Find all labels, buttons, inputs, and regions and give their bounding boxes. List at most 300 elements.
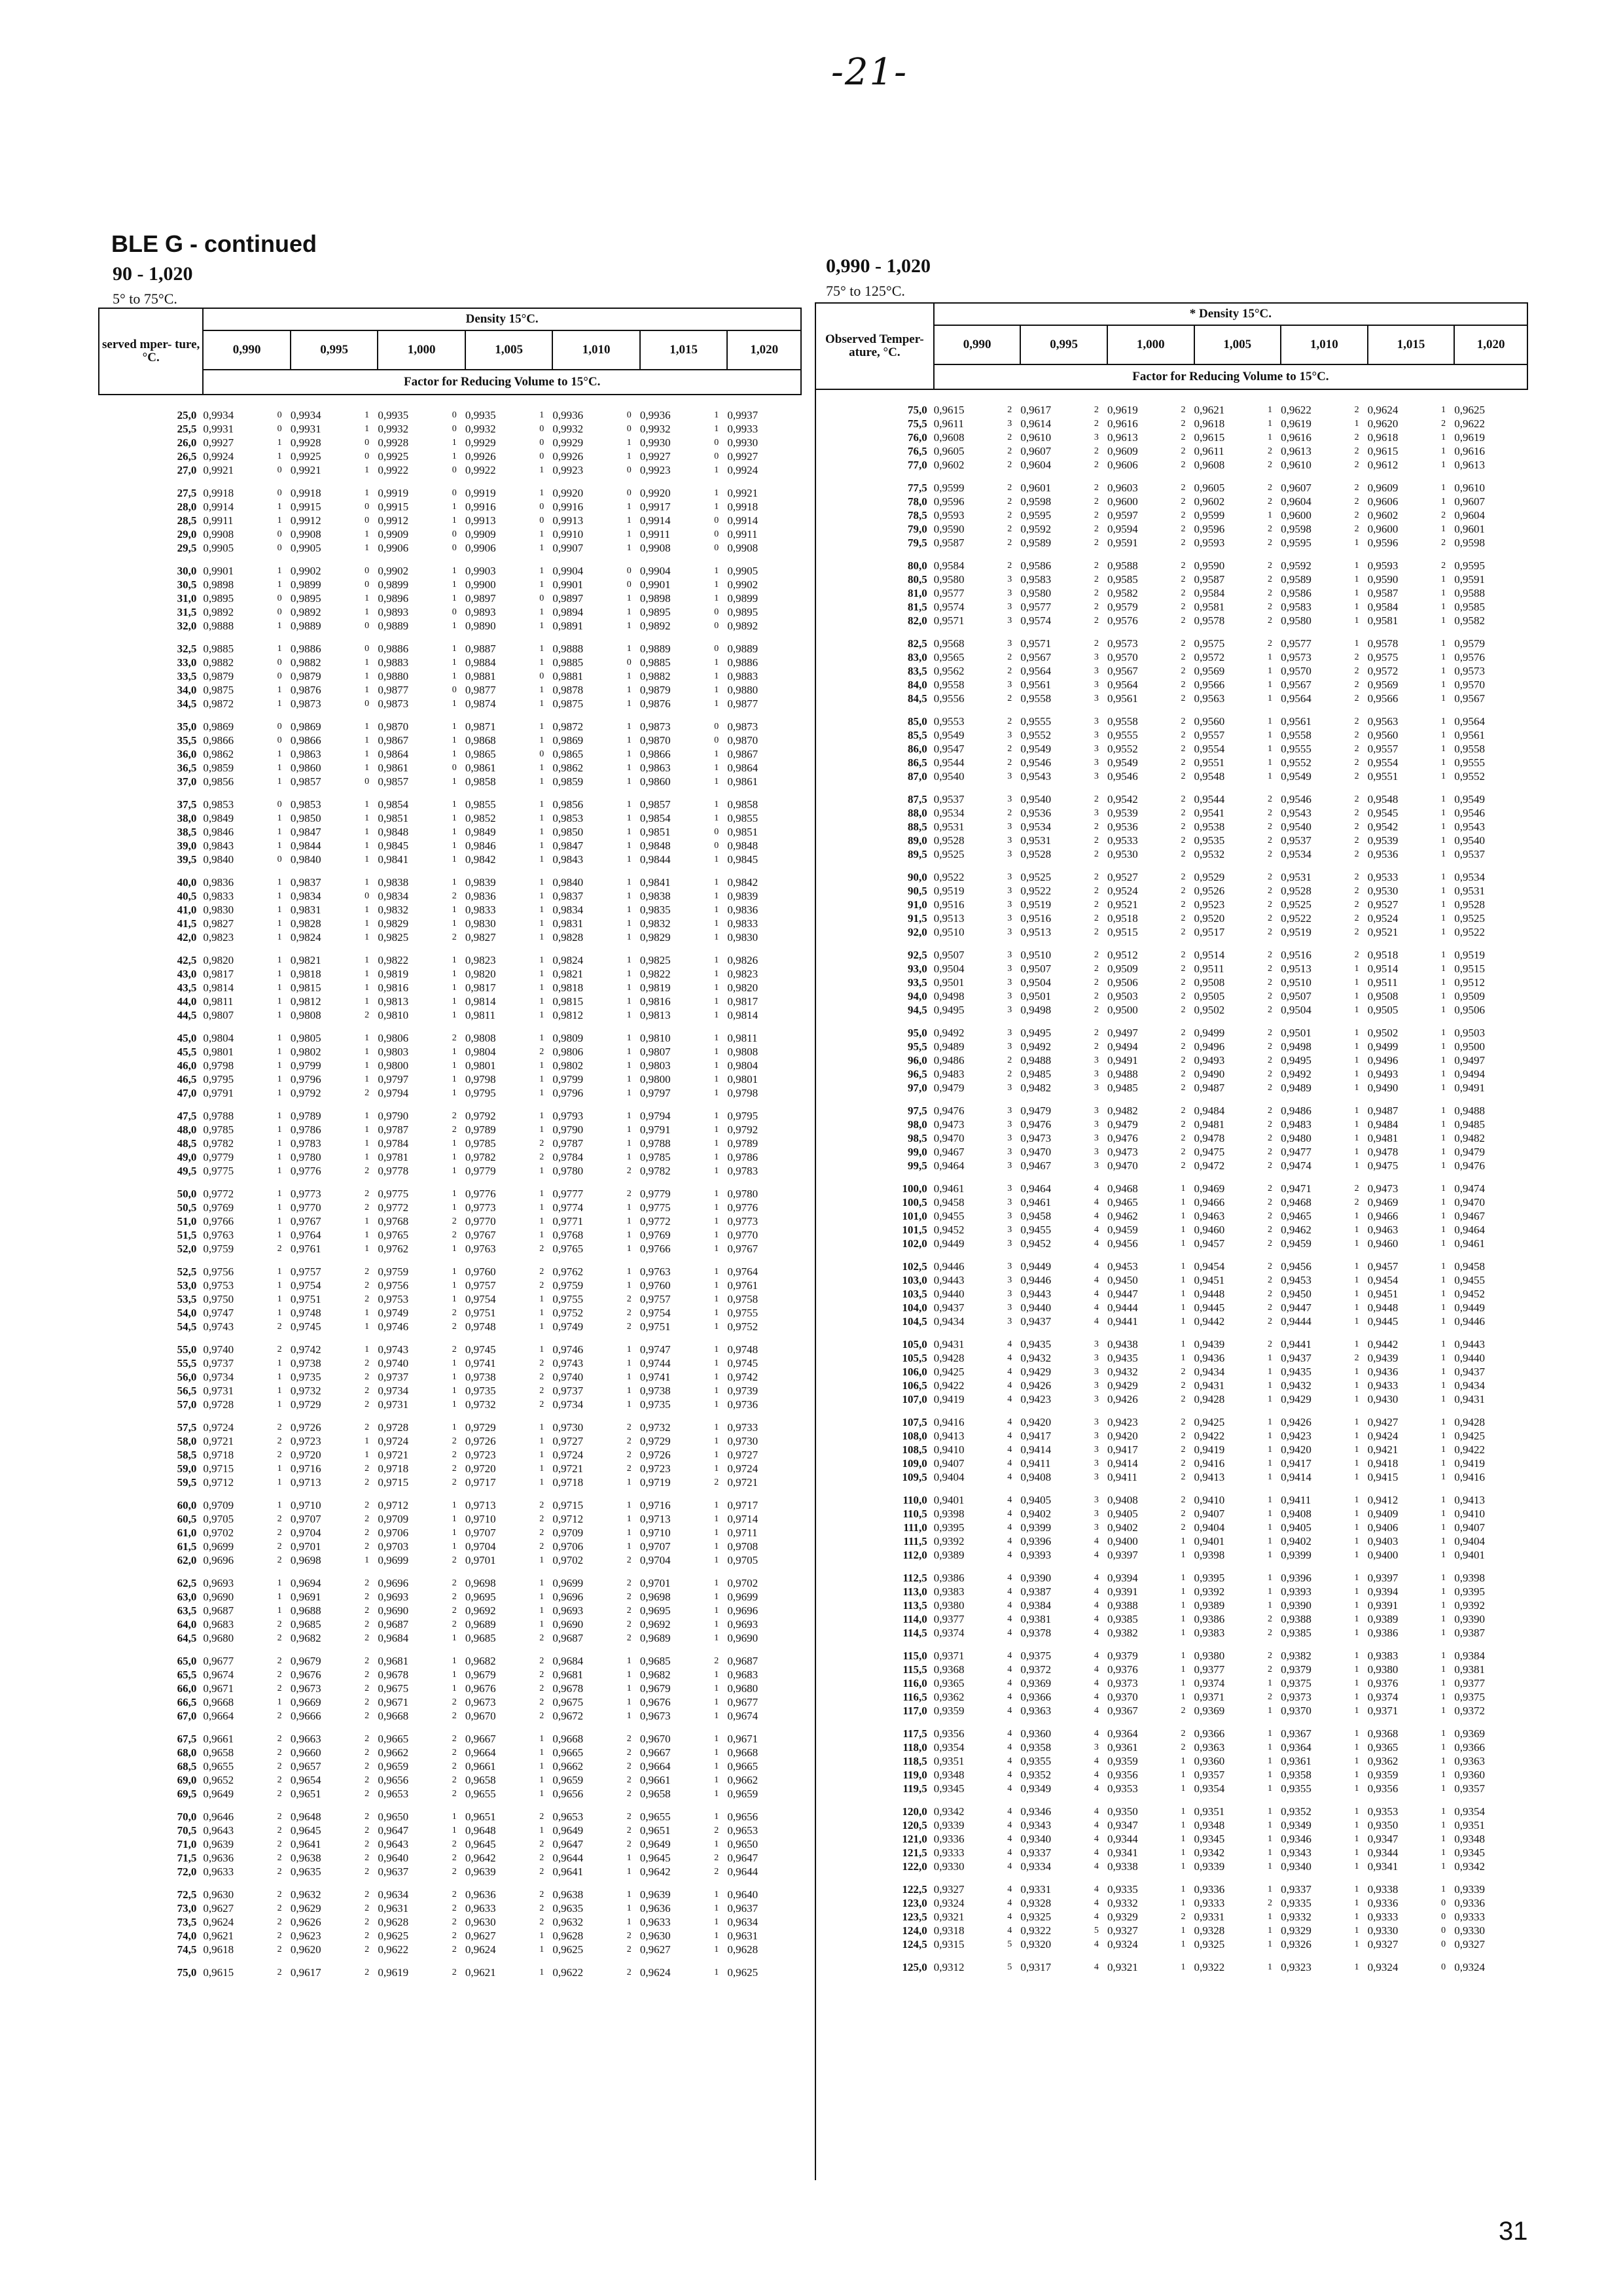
difference-cell: 2 — [1268, 1692, 1273, 1702]
difference-cell: 2 — [1094, 1005, 1099, 1015]
difference-cell: 1 — [1354, 1614, 1359, 1624]
factor-cell: 0,9740 — [378, 1357, 409, 1369]
factor-cell: 0,9412 — [1367, 1494, 1399, 1506]
factor-cell: 0,9857 — [290, 775, 321, 788]
factor-cell: 0,9592 — [1020, 523, 1052, 535]
factor-cell: 0,9693 — [203, 1577, 234, 1589]
difference-cell: 2 — [1354, 524, 1359, 534]
factor-cell: 0,9873 — [290, 698, 321, 710]
factor-cell: 0,9359 — [1107, 1755, 1138, 1767]
factor-cell: 0,9527 — [1367, 898, 1399, 911]
factor-cell: 0,9625 — [727, 1966, 758, 1979]
difference-cell: 1 — [452, 1074, 457, 1084]
factor-cell: 0,9452 — [933, 1224, 965, 1236]
factor-cell: 0,9564 — [1107, 679, 1138, 691]
difference-cell: 1 — [714, 969, 719, 979]
factor-cell: 0,9682 — [639, 1669, 671, 1681]
temperature-cell: 105,5 — [902, 1352, 927, 1364]
factor-cell: 0,9484 — [1194, 1104, 1225, 1117]
difference-cell: 1 — [714, 1542, 719, 1551]
difference-cell: 0 — [277, 800, 282, 809]
difference-cell: 1 — [539, 1203, 544, 1212]
difference-cell: 1 — [626, 735, 632, 745]
factor-cell: 0,9640 — [727, 1888, 758, 1901]
difference-cell: 1 — [452, 1203, 457, 1212]
difference-cell: 1 — [365, 1033, 370, 1043]
difference-cell: 2 — [277, 1619, 282, 1629]
difference-cell: 1 — [277, 1386, 282, 1396]
table-row — [99, 1576, 801, 1590]
factor-cell: 0,9833 — [465, 904, 496, 916]
factor-cell: 0,9554 — [1367, 756, 1399, 769]
factor-cell: 0,9689 — [639, 1632, 671, 1644]
factor-cell: 0,9752 — [727, 1320, 758, 1333]
temperature-cell: 44,0 — [177, 995, 197, 1008]
difference-cell: 1 — [1268, 744, 1273, 754]
difference-cell: 1 — [1268, 1848, 1273, 1858]
factor-cell: 0,9839 — [465, 876, 496, 889]
factor-cell: 0,9643 — [378, 1838, 409, 1850]
difference-cell: 1 — [539, 1216, 544, 1226]
difference-cell: 4 — [1007, 1820, 1012, 1830]
factor-cell: 0,9367 — [1281, 1727, 1311, 1740]
difference-cell: 1 — [1441, 1807, 1446, 1816]
table-row — [99, 527, 801, 541]
table-row — [815, 1493, 1527, 1507]
factor-cell: 0,9879 — [290, 670, 321, 682]
factor-cell: 0,9408 — [1281, 1508, 1311, 1520]
difference-cell: 1 — [1354, 1523, 1359, 1532]
factor-cell: 0,9320 — [1020, 1938, 1052, 1951]
factor-cell: 0,9345 — [1454, 1846, 1485, 1859]
factor-cell: 0,9478 — [1194, 1132, 1225, 1144]
factor-cell: 0,9437 — [1281, 1352, 1311, 1364]
difference-cell: 1 — [626, 1216, 632, 1226]
difference-cell: 1 — [365, 1230, 370, 1240]
difference-cell: 1 — [714, 1322, 719, 1332]
table-row — [815, 820, 1527, 834]
factor-cell: 0,9327 — [1454, 1938, 1485, 1951]
factor-cell: 0,9782 — [203, 1137, 234, 1150]
difference-cell: 1 — [452, 451, 457, 461]
difference-cell: 1 — [539, 1734, 544, 1744]
factor-cell: 0,9347 — [1367, 1833, 1399, 1845]
difference-cell: 1 — [714, 1903, 719, 1913]
difference-cell: 1 — [1354, 1211, 1359, 1221]
factor-cell: 0,9923 — [552, 464, 584, 476]
difference-cell: 3 — [1094, 1055, 1099, 1065]
difference-cell: 4 — [1007, 1784, 1012, 1793]
difference-cell: 0 — [452, 607, 457, 617]
difference-cell: 4 — [1094, 1784, 1099, 1793]
difference-cell: 1 — [1268, 1678, 1273, 1688]
factor-cell: 0,9867 — [378, 734, 409, 747]
temperature-cell: 123,5 — [902, 1911, 927, 1923]
factor-cell: 0,9462 — [1107, 1210, 1138, 1222]
factor-cell: 0,9537 — [933, 793, 965, 805]
factor-cell: 0,9579 — [1107, 601, 1138, 613]
difference-cell: 2 — [1181, 1472, 1186, 1482]
factor-cell: 0,9599 — [1194, 509, 1225, 521]
factor-cell: 0,9846 — [203, 826, 234, 838]
difference-cell: 1 — [1181, 1665, 1186, 1674]
factor-cell: 0,9798 — [727, 1087, 758, 1099]
table-row — [815, 806, 1527, 820]
difference-cell: 1 — [539, 1477, 544, 1487]
factor-cell: 0,9456 — [1107, 1237, 1138, 1250]
difference-cell: 4 — [1094, 1678, 1099, 1688]
difference-cell: 1 — [1441, 680, 1446, 690]
factor-cell: 0,9729 — [465, 1421, 496, 1434]
difference-cell: 2 — [1354, 666, 1359, 676]
factor-cell: 0,9770 — [290, 1201, 321, 1214]
factor-cell: 0,9473 — [1367, 1182, 1399, 1195]
difference-cell: 1 — [539, 1033, 544, 1043]
difference-cell: 2 — [365, 1294, 370, 1304]
difference-cell: 1 — [365, 1074, 370, 1084]
factor-cell: 0,9702 — [203, 1527, 234, 1539]
difference-cell: 0 — [365, 699, 370, 709]
difference-cell: 1 — [1268, 1912, 1273, 1922]
difference-cell: 1 — [714, 955, 719, 965]
difference-cell: 0 — [1441, 1939, 1446, 1949]
factor-cell: 0,9363 — [1194, 1741, 1225, 1754]
factor-cell: 0,9687 — [378, 1618, 409, 1631]
factor-cell: 0,9487 — [1367, 1104, 1399, 1117]
difference-cell: 1 — [1441, 1665, 1446, 1674]
table-row — [99, 1668, 801, 1682]
difference-cell: 1 — [1441, 1367, 1446, 1377]
difference-cell: 2 — [626, 1945, 632, 1954]
factor-cell: 0,9392 — [933, 1535, 965, 1547]
difference-cell: 2 — [365, 1839, 370, 1849]
difference-cell: 1 — [365, 997, 370, 1006]
factor-cell: 0,9812 — [552, 1009, 584, 1021]
difference-cell: 1 — [626, 1867, 632, 1877]
factor-cell: 0,9443 — [1454, 1338, 1485, 1351]
factor-cell: 0,9465 — [1107, 1196, 1138, 1209]
difference-cell: 2 — [452, 1606, 457, 1616]
table-row — [815, 1195, 1527, 1209]
difference-cell: 3 — [1094, 1742, 1099, 1752]
difference-cell: 1 — [365, 465, 370, 475]
difference-cell: 2 — [1094, 849, 1099, 859]
factor-cell: 0,9545 — [1367, 807, 1399, 819]
difference-cell: 4 — [1094, 1239, 1099, 1248]
temperature-cell: 39,0 — [177, 839, 197, 852]
factor-cell: 0,9422 — [1454, 1443, 1485, 1456]
temperature-cell: 29,5 — [177, 542, 197, 554]
difference-cell: 4 — [1007, 1573, 1012, 1583]
factor-cell: 0,9886 — [727, 656, 758, 669]
difference-cell: 2 — [277, 1244, 282, 1254]
factor-cell: 0,9334 — [1020, 1860, 1052, 1873]
factor-cell: 0,9445 — [1194, 1301, 1225, 1314]
factor-cell: 0,9498 — [1281, 1040, 1311, 1053]
difference-cell: 4 — [1094, 1600, 1099, 1610]
factor-cell: 0,9893 — [465, 606, 496, 618]
factor-cell: 0,9802 — [290, 1046, 321, 1058]
difference-cell: 1 — [1181, 1939, 1186, 1949]
factor-cell: 0,9354 — [1454, 1805, 1485, 1818]
factor-cell: 0,9647 — [727, 1852, 758, 1864]
factor-cell: 0,9815 — [552, 995, 584, 1008]
factor-cell: 0,9861 — [727, 775, 758, 788]
difference-cell: 0 — [452, 410, 457, 420]
difference-cell: 1 — [1268, 1600, 1273, 1610]
difference-cell: 1 — [626, 1917, 632, 1927]
difference-cell: 2 — [1268, 1628, 1273, 1638]
factor-cell: 0,9507 — [933, 949, 965, 961]
difference-cell: 1 — [365, 722, 370, 732]
factor-cell: 0,9818 — [552, 981, 584, 994]
factor-cell: 0,9797 — [378, 1073, 409, 1086]
difference-cell: 1 — [1441, 1083, 1446, 1093]
factor-cell: 0,9516 — [933, 898, 965, 911]
factor-cell: 0,9348 — [933, 1769, 965, 1781]
factor-cell: 0,9651 — [290, 1788, 321, 1800]
difference-cell: 1 — [1441, 913, 1446, 923]
factor-cell: 0,9930 — [639, 436, 671, 449]
difference-cell: 1 — [1268, 1926, 1273, 1935]
factor-cell: 0,9709 — [203, 1499, 234, 1511]
factor-cell: 0,9593 — [1367, 559, 1399, 572]
factor-cell: 0,9684 — [552, 1655, 584, 1667]
difference-cell: 2 — [1181, 900, 1186, 910]
factor-cell: 0,9520 — [1194, 912, 1225, 925]
factor-cell: 0,9374 — [1367, 1691, 1399, 1703]
temperature-cell: 101,0 — [902, 1210, 927, 1222]
factor-cell: 0,9635 — [290, 1865, 321, 1878]
factor-cell: 0,9883 — [727, 670, 758, 682]
temperature-cell: 71,5 — [177, 1852, 197, 1864]
difference-cell: 1 — [714, 932, 719, 942]
factor-cell: 0,9421 — [1367, 1443, 1399, 1456]
difference-cell: 2 — [1354, 433, 1359, 442]
factor-cell: 0,9381 — [1454, 1663, 1485, 1676]
table-row — [815, 834, 1527, 847]
difference-cell: 1 — [277, 813, 282, 823]
difference-cell: 2 — [1268, 639, 1273, 648]
factor-cell: 0,9519 — [933, 885, 965, 897]
temperature-cell: 66,0 — [177, 1682, 197, 1695]
temperature-cell: 82,0 — [908, 614, 927, 627]
difference-cell: 4 — [1007, 1550, 1012, 1560]
difference-cell: 2 — [452, 1345, 457, 1354]
difference-cell: 1 — [714, 1400, 719, 1409]
difference-cell: 2 — [1181, 419, 1186, 429]
difference-cell: 3 — [1094, 758, 1099, 768]
factor-cell: 0,9591 — [1107, 537, 1138, 549]
difference-cell: 1 — [626, 1853, 632, 1863]
difference-cell: 3 — [1007, 1005, 1012, 1015]
factor-cell: 0,9483 — [933, 1068, 965, 1080]
factor-cell: 0,9405 — [1020, 1494, 1052, 1506]
difference-cell: 2 — [1181, 1729, 1186, 1739]
table-title: BLE G - continued — [111, 230, 317, 257]
factor-cell: 0,9482 — [1454, 1132, 1485, 1144]
factor-cell: 0,9560 — [1367, 729, 1399, 741]
factor-cell: 0,9619 — [378, 1966, 409, 1979]
factor-cell: 0,9323 — [1281, 1961, 1311, 1973]
factor-cell: 0,9913 — [552, 514, 584, 527]
difference-cell: 1 — [1354, 419, 1359, 429]
difference-cell: 1 — [714, 658, 719, 667]
factor-cell: 0,9762 — [552, 1265, 584, 1278]
table-row — [99, 775, 801, 788]
table-row — [99, 605, 801, 619]
difference-cell: 1 — [714, 1216, 719, 1226]
factor-cell: 0,9621 — [465, 1966, 496, 1979]
difference-cell: 1 — [452, 722, 457, 732]
factor-cell: 0,9477 — [1281, 1146, 1311, 1158]
factor-cell: 0,9911 — [727, 528, 758, 540]
difference-cell: 1 — [539, 1450, 544, 1460]
difference-cell: 2 — [1268, 588, 1273, 598]
density-column-header: 1,015 — [1368, 325, 1455, 364]
factor-cell: 0,9488 — [1107, 1068, 1138, 1080]
table-row — [99, 1966, 801, 1979]
difference-cell: 2 — [1268, 460, 1273, 470]
difference-cell: 3 — [1007, 588, 1012, 598]
difference-cell: 0 — [714, 841, 719, 851]
difference-cell: 4 — [1094, 1939, 1099, 1949]
factor-cell: 0,9525 — [1281, 898, 1311, 911]
factor-cell: 0,9696 — [552, 1591, 584, 1603]
factor-cell: 0,9474 — [1454, 1182, 1485, 1195]
factor-cell: 0,9671 — [378, 1696, 409, 1708]
factor-cell: 0,9656 — [552, 1788, 584, 1800]
temperature-cell: 60,5 — [177, 1513, 197, 1525]
difference-cell: 2 — [365, 1203, 370, 1212]
factor-cell: 0,9563 — [1194, 692, 1225, 705]
factor-cell: 0,9563 — [1367, 715, 1399, 728]
factor-cell: 0,9913 — [465, 514, 496, 527]
factor-cell: 0,9898 — [203, 578, 234, 591]
difference-cell: 1 — [365, 877, 370, 887]
difference-cell: 5 — [1094, 1926, 1099, 1935]
factor-cell: 0,9358 — [1020, 1741, 1052, 1754]
difference-cell: 4 — [1007, 1665, 1012, 1674]
factor-cell: 0,9531 — [1454, 885, 1485, 897]
temperature-cell: 59,5 — [177, 1476, 197, 1489]
difference-cell: 1 — [452, 905, 457, 915]
temperature-cell: 52,0 — [177, 1243, 197, 1255]
difference-cell: 1 — [714, 1203, 719, 1212]
factor-cell: 0,9729 — [290, 1398, 321, 1411]
difference-cell: 2 — [1268, 1898, 1273, 1908]
factor-cell: 0,9385 — [1281, 1627, 1311, 1639]
factor-cell: 0,9713 — [639, 1513, 671, 1525]
factor-cell: 0,9566 — [1367, 692, 1399, 705]
difference-cell: 1 — [1441, 1692, 1446, 1702]
factor-cell: 0,9788 — [203, 1110, 234, 1122]
difference-cell: 1 — [626, 621, 632, 631]
difference-cell: 1 — [1354, 1289, 1359, 1299]
factor-cell: 0,9509 — [1454, 990, 1485, 1002]
table-row — [99, 578, 801, 592]
factor-cell: 0,9823 — [465, 954, 496, 966]
factor-cell: 0,9668 — [552, 1733, 584, 1745]
difference-cell: 2 — [1354, 836, 1359, 845]
factor-cell: 0,9435 — [1020, 1338, 1052, 1351]
factor-cell: 0,9796 — [290, 1073, 321, 1086]
factor-cell: 0,9370 — [1107, 1691, 1138, 1703]
difference-cell: 2 — [365, 1968, 370, 1977]
difference-cell: 2 — [1268, 1665, 1273, 1674]
factor-cell: 0,9898 — [639, 592, 671, 605]
factor-cell: 0,9714 — [727, 1513, 758, 1525]
factor-cell: 0,9749 — [552, 1320, 584, 1333]
difference-cell: 2 — [1268, 1083, 1273, 1093]
factor-cell: 0,9760 — [465, 1265, 496, 1278]
factor-cell: 0,9570 — [1107, 651, 1138, 663]
table-row — [815, 1924, 1527, 1937]
factor-cell: 0,9651 — [639, 1824, 671, 1837]
factor-cell: 0,9451 — [1194, 1274, 1225, 1286]
difference-cell: 4 — [1094, 1225, 1099, 1235]
difference-cell: 2 — [539, 1358, 544, 1368]
table-row — [815, 1846, 1527, 1860]
factor-cell: 0,9787 — [378, 1123, 409, 1136]
factor-cell: 0,9890 — [465, 620, 496, 632]
table-row — [815, 1740, 1527, 1754]
difference-cell: 2 — [1181, 524, 1186, 534]
difference-cell: 2 — [1268, 1339, 1273, 1349]
factor-cell: 0,9589 — [1020, 537, 1052, 549]
table-row — [815, 495, 1527, 508]
factor-cell: 0,9635 — [552, 1902, 584, 1915]
temperature-cell: 64,5 — [177, 1632, 197, 1644]
difference-cell: 2 — [1268, 1028, 1273, 1038]
difference-cell: 0 — [452, 488, 457, 498]
difference-cell: 1 — [1441, 1495, 1446, 1505]
density-column-header: 0,995 — [291, 330, 378, 370]
difference-cell: 1 — [1181, 1678, 1186, 1688]
difference-cell: 2 — [1181, 460, 1186, 470]
factor-cell: 0,9699 — [552, 1577, 584, 1589]
factor-cell: 0,9431 — [1194, 1379, 1225, 1392]
temperature-cell: 63,5 — [177, 1604, 197, 1617]
factor-cell: 0,9552 — [1281, 756, 1311, 769]
difference-cell: 1 — [277, 1139, 282, 1148]
table-row — [99, 500, 801, 514]
difference-cell: 2 — [1181, 1912, 1186, 1922]
factor-cell: 0,9375 — [1454, 1691, 1485, 1703]
factor-cell: 0,9425 — [933, 1366, 965, 1378]
factor-cell: 0,9327 — [933, 1883, 965, 1896]
factor-cell: 0,9511 — [1194, 963, 1224, 975]
factor-cell: 0,9546 — [1281, 793, 1311, 805]
difference-cell: 2 — [365, 1189, 370, 1199]
difference-cell: 4 — [1007, 1614, 1012, 1624]
table-row — [815, 1571, 1527, 1585]
table-row — [815, 1704, 1527, 1718]
table-row — [815, 898, 1527, 911]
table-row — [99, 564, 801, 578]
factor-cell: 0,9491 — [1454, 1082, 1485, 1094]
difference-cell: 1 — [1441, 1884, 1446, 1894]
factor-cell: 0,9781 — [378, 1151, 409, 1163]
difference-cell: 1 — [452, 877, 457, 887]
factor-cell: 0,9432 — [1020, 1352, 1052, 1364]
factor-cell: 0,9715 — [203, 1462, 234, 1475]
temperature-cell: 81,0 — [908, 587, 927, 599]
factor-cell: 0,9862 — [552, 762, 584, 774]
factor-cell: 0,9525 — [933, 848, 965, 860]
difference-cell: 1 — [277, 905, 282, 915]
difference-cell: 2 — [365, 1477, 370, 1487]
